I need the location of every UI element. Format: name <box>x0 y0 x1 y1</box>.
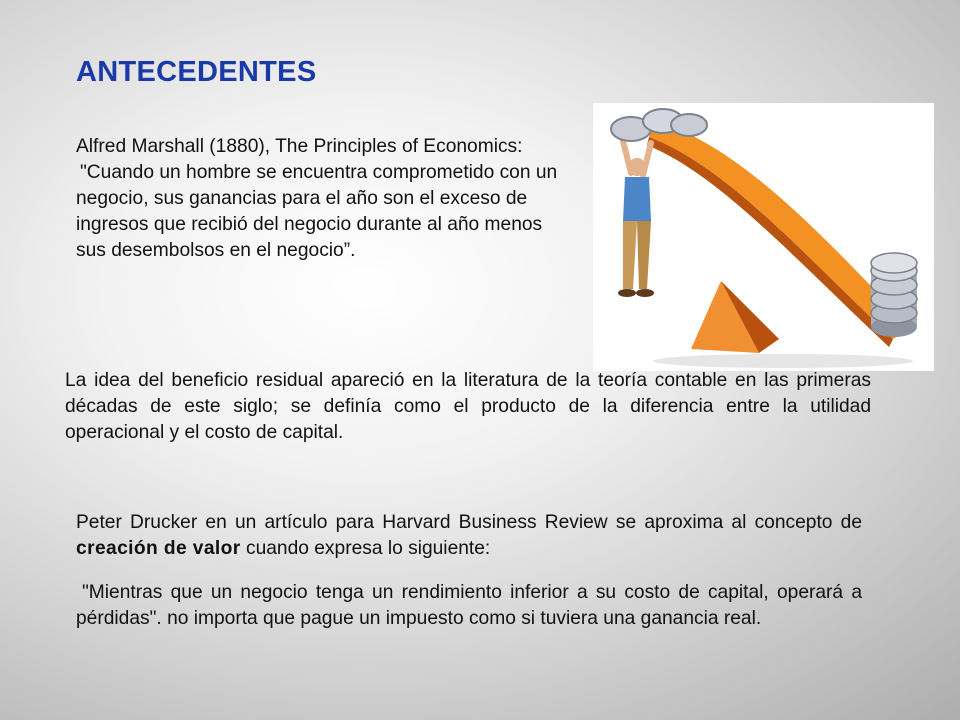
marshall-quote: "Cuando un hombre se encuentra comprometido con un negocio, sus ganancias para el año son el exceso de ingresos que recibió del negocio durante al año menos sus desembolsos en el negocio”. <box>76 162 558 261</box>
seesaw-illustration-svg <box>593 103 934 371</box>
drucker-intro-after: cuando expresa lo siguiente: <box>240 538 491 559</box>
coin-stack-bottom <box>871 253 917 337</box>
drucker-intro-paragraph <box>76 510 862 562</box>
drucker-quote: "Mientras que un negocio tenga un rendimiento inferior a su costo de capital, operará a pérdidas". no importa que pague un impuesto como si tuviera una ganancia real. <box>76 582 862 629</box>
residual-benefit-paragraph: La idea del beneficio residual apareció en la literatura de la teoría contable en las primeras décadas de este siglo; se definía como el producto de la diferencia entre la utilidad operacional y el costo de capital. <box>65 370 871 443</box>
beam-edge <box>647 137 893 347</box>
man-figure <box>618 141 654 297</box>
marshall-paragraph <box>76 134 564 264</box>
marshall-citation: Alfred Marshall (1880), The Principles of Economics: <box>76 136 523 157</box>
floor-shadow <box>653 354 913 368</box>
slide-title: ANTECEDENTES <box>76 56 317 88</box>
seesaw-coins-illustration <box>593 103 934 371</box>
drucker-intro-before: Peter Drucker en un artículo para Harvard Business Review se aproxima al concepto de <box>76 512 862 533</box>
drucker-intro-bold: creación de valor <box>76 538 241 559</box>
drucker-quote-paragraph <box>76 580 862 632</box>
